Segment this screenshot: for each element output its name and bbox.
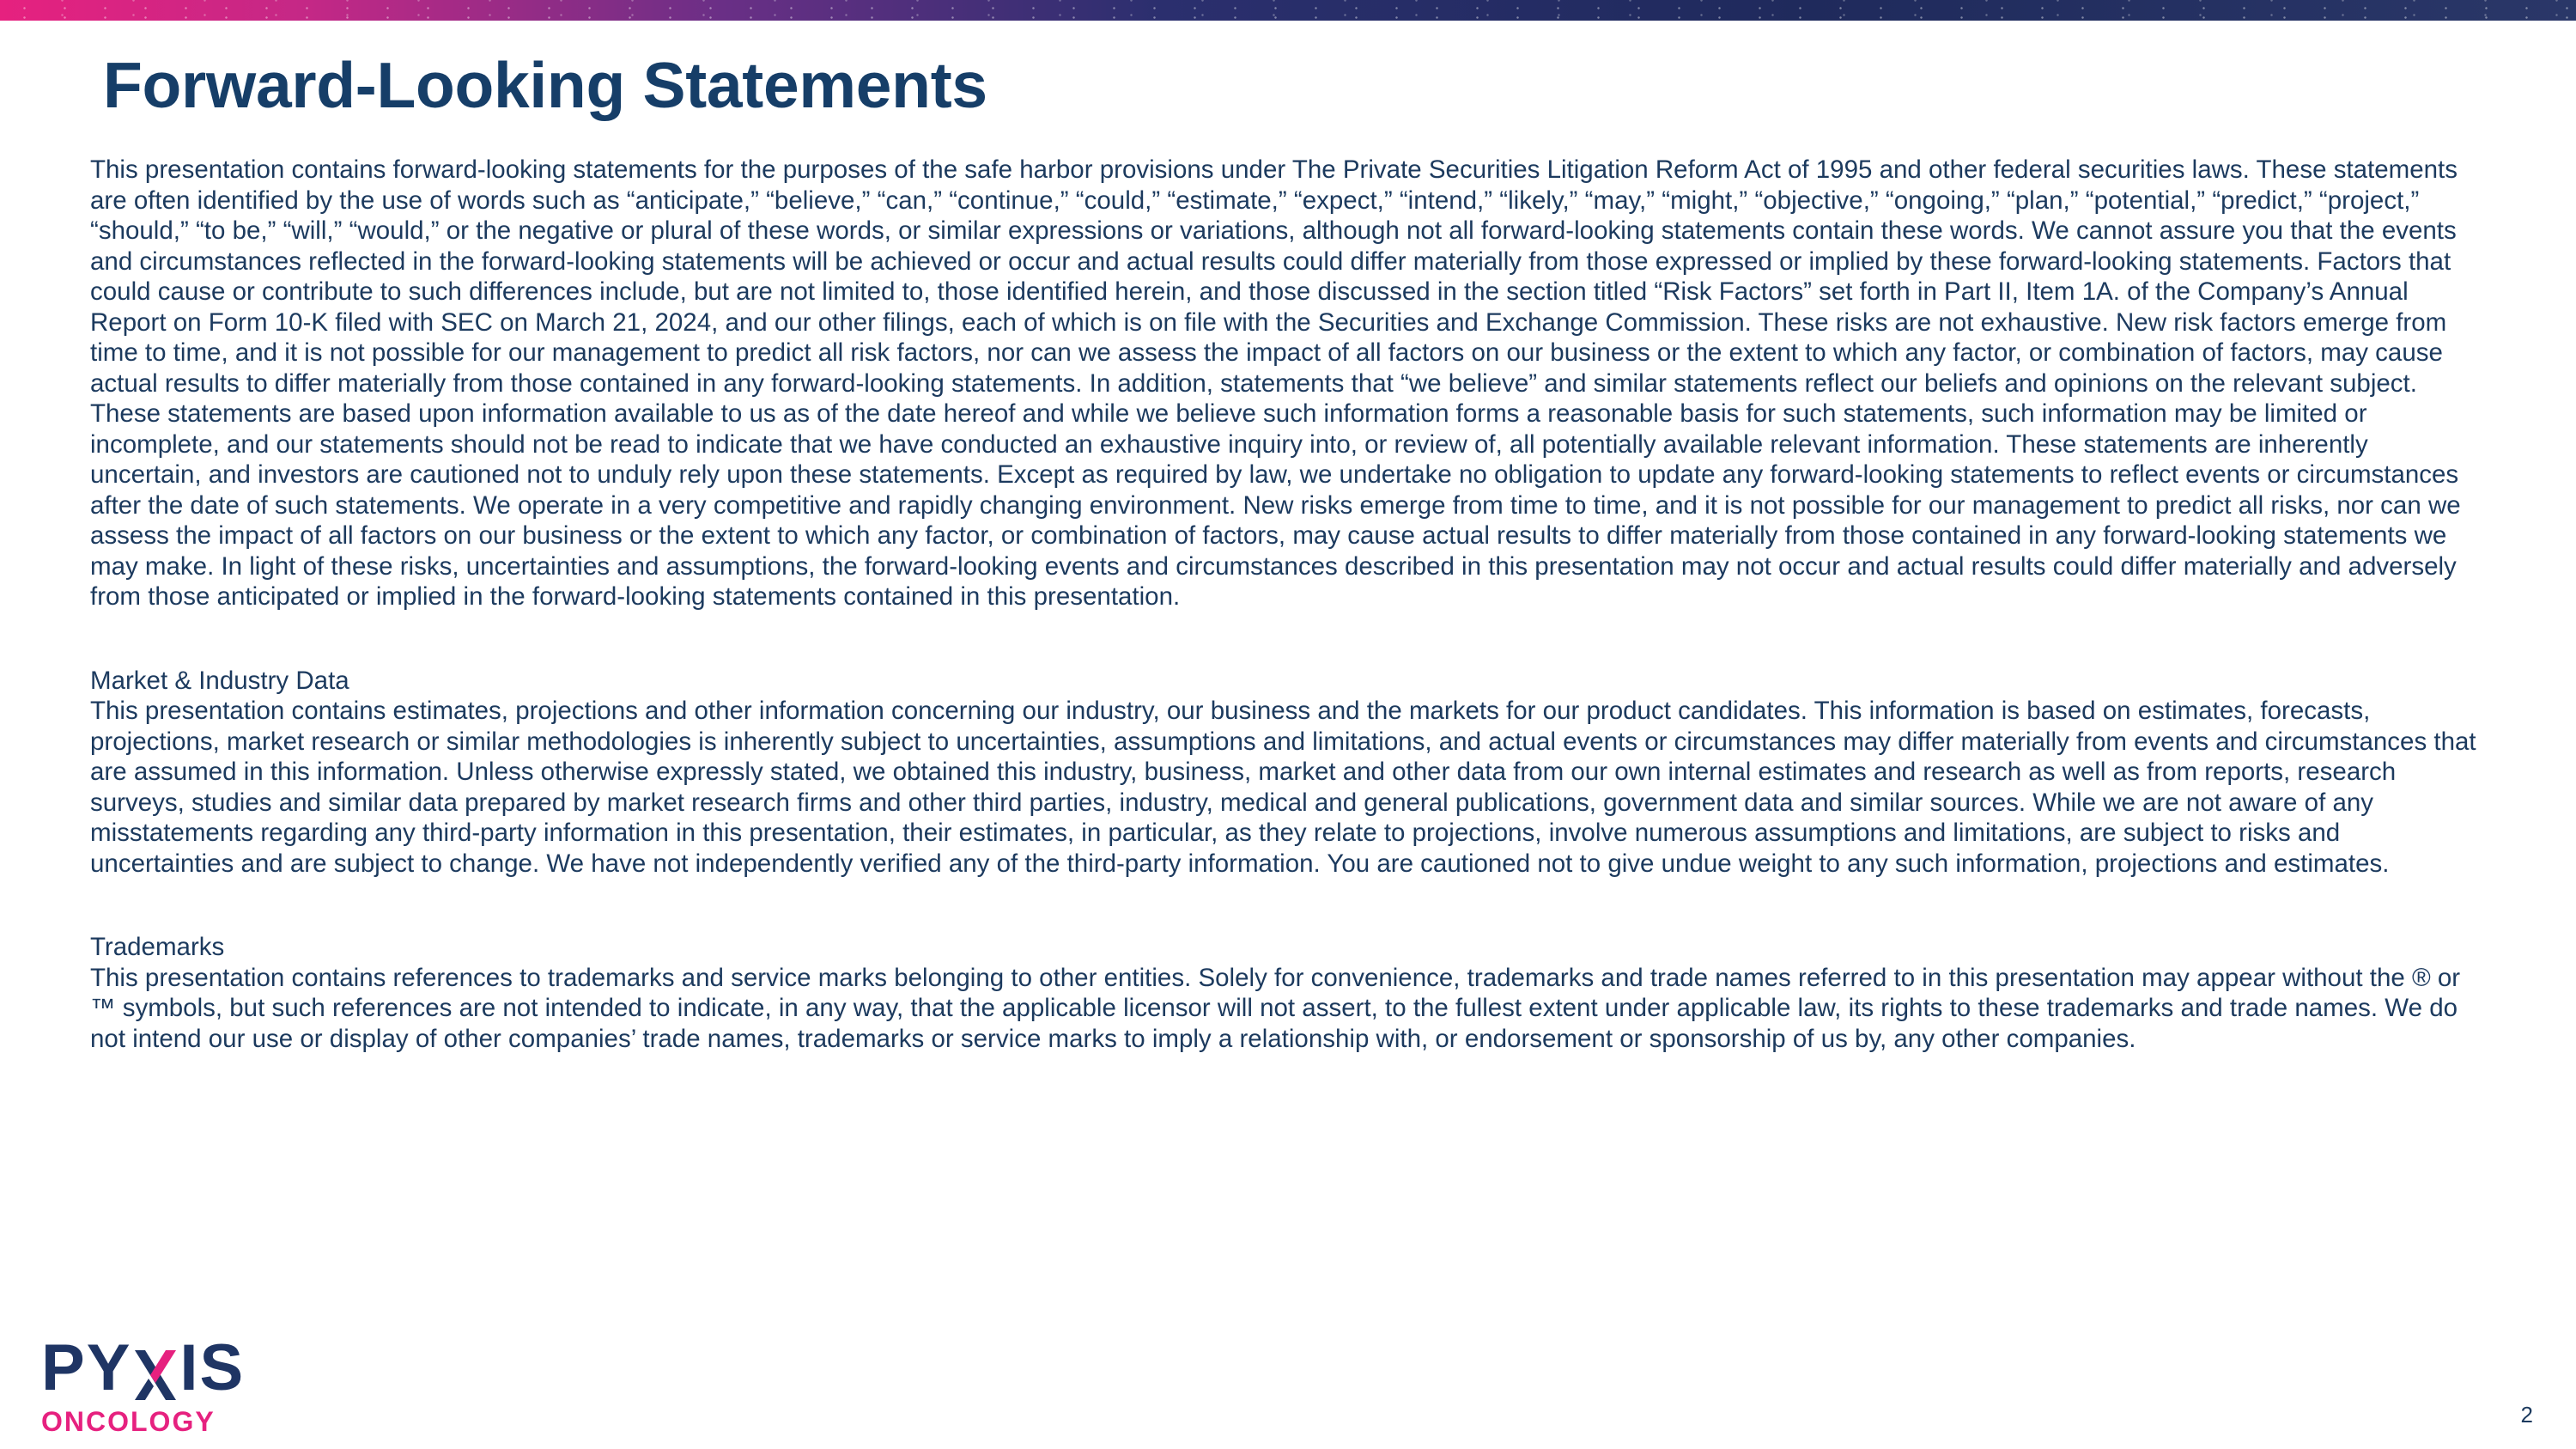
logo-subtitle: ONCOLOGY — [41, 1406, 216, 1437]
logo-word-right: IS — [179, 1331, 246, 1404]
logo-word-left: PY — [41, 1331, 132, 1404]
trademarks-paragraph: This presentation contains references to trademarks and service marks belonging to other entities. Solely for convenience, trademarks and trade names referred to in this presentation may appear without the ® or ™ symbols, but such references are not intended to indicate, in any way, that the applicable licensor will not assert, to the fullest extent under applicable law, its rights to these trademarks and trade names. We do not intend our use or display of other companies’ trade names, trademarks or service marks to imply a relationship with, or endorsement or sponsorship of us by, any other companies. — [90, 963, 2461, 1053]
trademarks-section — [90, 932, 2486, 1054]
forward-looking-paragraph: This presentation contains forward-looking statements for the purposes of the safe harbor provisions under The Private Securities Litigation Reform Act of 1995 and other federal securities laws. These statements are often identified by the use of words such as “anticipate,” “believe,” “can,” “continue,” “could,” “estimate,” “expect,” “intend,” “likely,” “may,” “might,” “objective,” “ongoing,” “plan,” “potential,” “predict,” “project,” “should,” “to be,” “will,” “would,” or the negative or plural of these words, or similar expressions or variations, although not all forward-looking statements contain these words. We cannot assure you that the events and circumstances reflected in the forward-looking statements will be achieved or occur and actual results could differ materially from those expressed or implied by these forward-looking statements. Factors that could cause or contribute to such differences include, but are not limited to, those identified herein, and those discussed in the section titled “Risk Factors” set forth in Part II, Item 1A. of the Company’s Annual Report on Form 10-K filed with SEC on March 21, 2024, and our other filings, each of which is on file with the Securities and Exchange Commission. These risks are not exhaustive. New risk factors emerge from time to time, and it is not possible for our management to predict all risk factors, nor can we assess the impact of all factors on our business or the extent to which any factor, or combination of factors, may cause actual results to differ materially from those contained in any forward-looking statements. In addition, statements that “we believe” and similar statements reflect our beliefs and opinions on the relevant subject. These statements are based upon information available to us as of the date hereof and while we believe such information forms a reasonable basis for such statements, such information may be limited or incomplete, and our statements should not be read to indicate that we have conducted an exhaustive inquiry into, or review of, all potentially available relevant information. These statements are inherently uncertain, and investors are cautioned not to unduly rely upon these statements. Except as required by law, we undertake no obligation to update any forward-looking statements to reflect events or circumstances after the date of such statements. We operate in a very competitive and rapidly changing environment. New risks emerge from time to time, and it is not possible for our management to predict all risks, nor can we assess the impact of all factors on our business or the extent to which any factor, or combination of factors, may cause actual results to differ materially from those contained in any forward-looking statements we may make. In light of these risks, uncertainties and assumptions, the forward-looking events and circumstances described in this presentation may not occur and actual results could differ materially and adversely from those anticipated or implied in the forward-looking statements contained in this presentation. — [90, 155, 2461, 611]
market-industry-paragraph: This presentation contains estimates, projections and other information concerning our industry, our business and the markets for our product candidates. This information is based on estimates, forecasts, projections, market research or similar methodologies is inherently subject to uncertainties, assumptions and limitations, and actual events or circumstances may differ materially from events and circumstances that are assumed in this information. Unless otherwise expressly stated, we obtained this industry, business, market and other data from our own internal estimates and research as well as from reports, research surveys, studies and similar data prepared by market research firms and other third parties, industry, medical and general publications, government data and similar sources. While we are not aware of any misstatements regarding any third-party information in this presentation, their estimates, in particular, as they relate to projections, involve numerous assumptions and limitations, are subject to risks and uncertainties and are subject to change. We have not independently verified any of the third-party information. You are cautioned not to give undue weight to any such information, projections and estimates. — [90, 697, 2476, 878]
starfield-decoration — [0, 0, 2576, 21]
slide-content — [90, 155, 2486, 1054]
market-industry-section — [90, 666, 2486, 880]
page-number: 2 — [2520, 1402, 2533, 1428]
logo-x-mark-icon — [133, 1348, 178, 1401]
pyxis-oncology-logo — [41, 1331, 246, 1438]
trademarks-heading: Trademarks — [90, 933, 225, 961]
logo-wordmark — [41, 1331, 246, 1404]
top-gradient-band — [0, 0, 2576, 21]
market-industry-heading: Market & Industry Data — [90, 666, 349, 695]
page-title: Forward-Looking Statements — [103, 49, 987, 121]
